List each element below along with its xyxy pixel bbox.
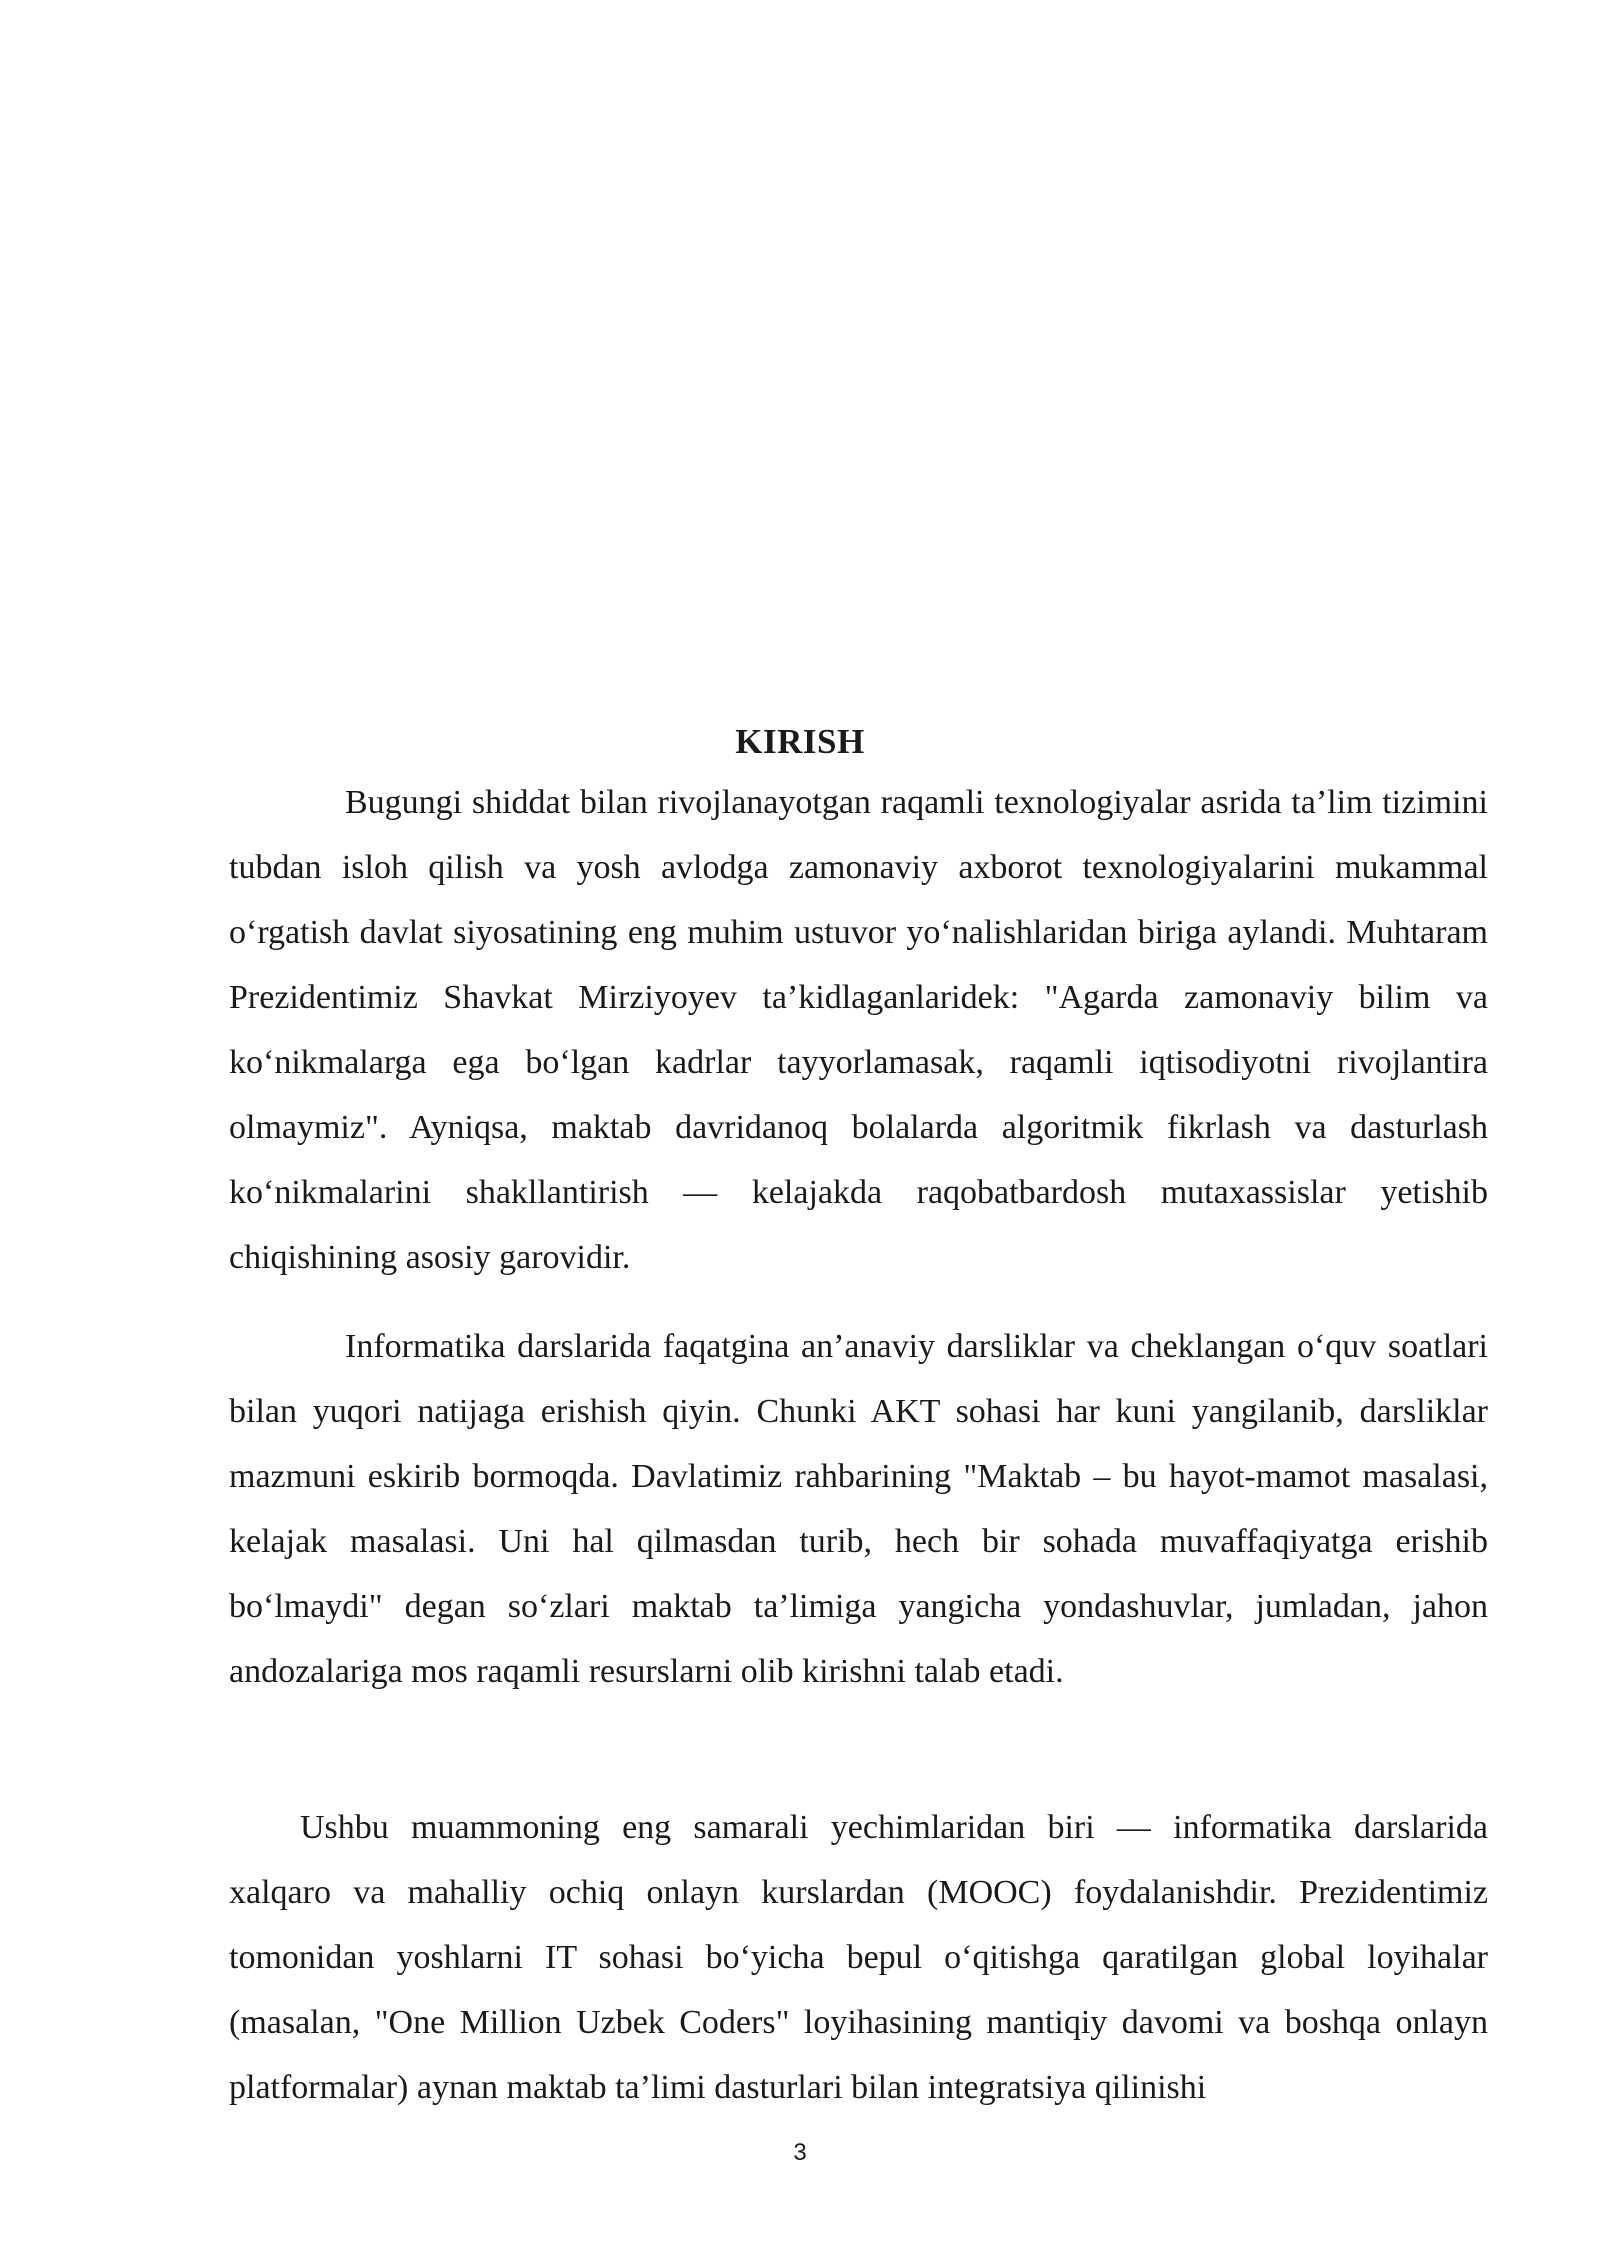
- paragraph-1: Bugungi shiddat bilan rivojlanayotgan raqamli texnologiyalar asrida ta’lim tizimini tubdan isloh qilish va yosh avlodga zamonaviy axborot texnologiyalarini mukammal o‘rgatish davlat siyosatining eng muhim ustuvor yo‘nalishlaridan biriga aylandi. Muhtaram Prezidentimiz Shavkat Mirziyoyev ta’kidlaganlaridek: "Agarda zamonaviy bilim va ko‘nikmalarga ega bo‘lgan kadrlar tayyorlamasak, raqamli iqtisodiyotni rivojlantira olmaymiz". Ayniqsa, maktab davridanoq bolalarda algoritmik fikrlash va dasturlash ko‘nikmalarini shakllantirish — kelajakda raqobatbardosh mutaxassislar yetishib chiqishining asosiy garovidir.: [229, 784, 1488, 1276]
- section-heading: KIRISH: [735, 722, 865, 762]
- paragraph-3: Ushbu muammoning eng samarali yechimlaridan biri — informatika darslarida xalqaro va mahalliy ochiq onlayn kurslardan (MOOC) foydalanishdir. Prezidentimiz tomonidan yoshlarni IT sohasi bo‘yicha bepul o‘qitishga qaratilgan global loyihalar (masalan, "One Million Uzbek Coders" loyihasining mantiqiy davomi va boshqa onlayn platformalar) aynan maktab ta’limi dasturlari bilan integratsiya qilinishi: [229, 1809, 1488, 2106]
- paragraph-2: Informatika darslarida faqatgina an’anaviy darsliklar va cheklangan o‘quv soatlari bilan yuqori natijaga erishish qiyin. Chunki AKT sohasi har kuni yangilanib, darsliklar mazmuni eskirib bormoqda. Davlatimiz rahbarining "Maktab – bu hayot-mamot masalasi, kelajak masalasi. Uni hal qilmasdan turib, hech bir sohada muvaffaqiyatga erishib bo‘lmaydi" degan so‘zlari maktab ta’limiga yangicha yondashuvlar, jumladan, jahon andozalariga mos raqamli resurslarni olib kirishni talab etadi.: [229, 1328, 1488, 1690]
- page-number: 3: [793, 2139, 807, 2166]
